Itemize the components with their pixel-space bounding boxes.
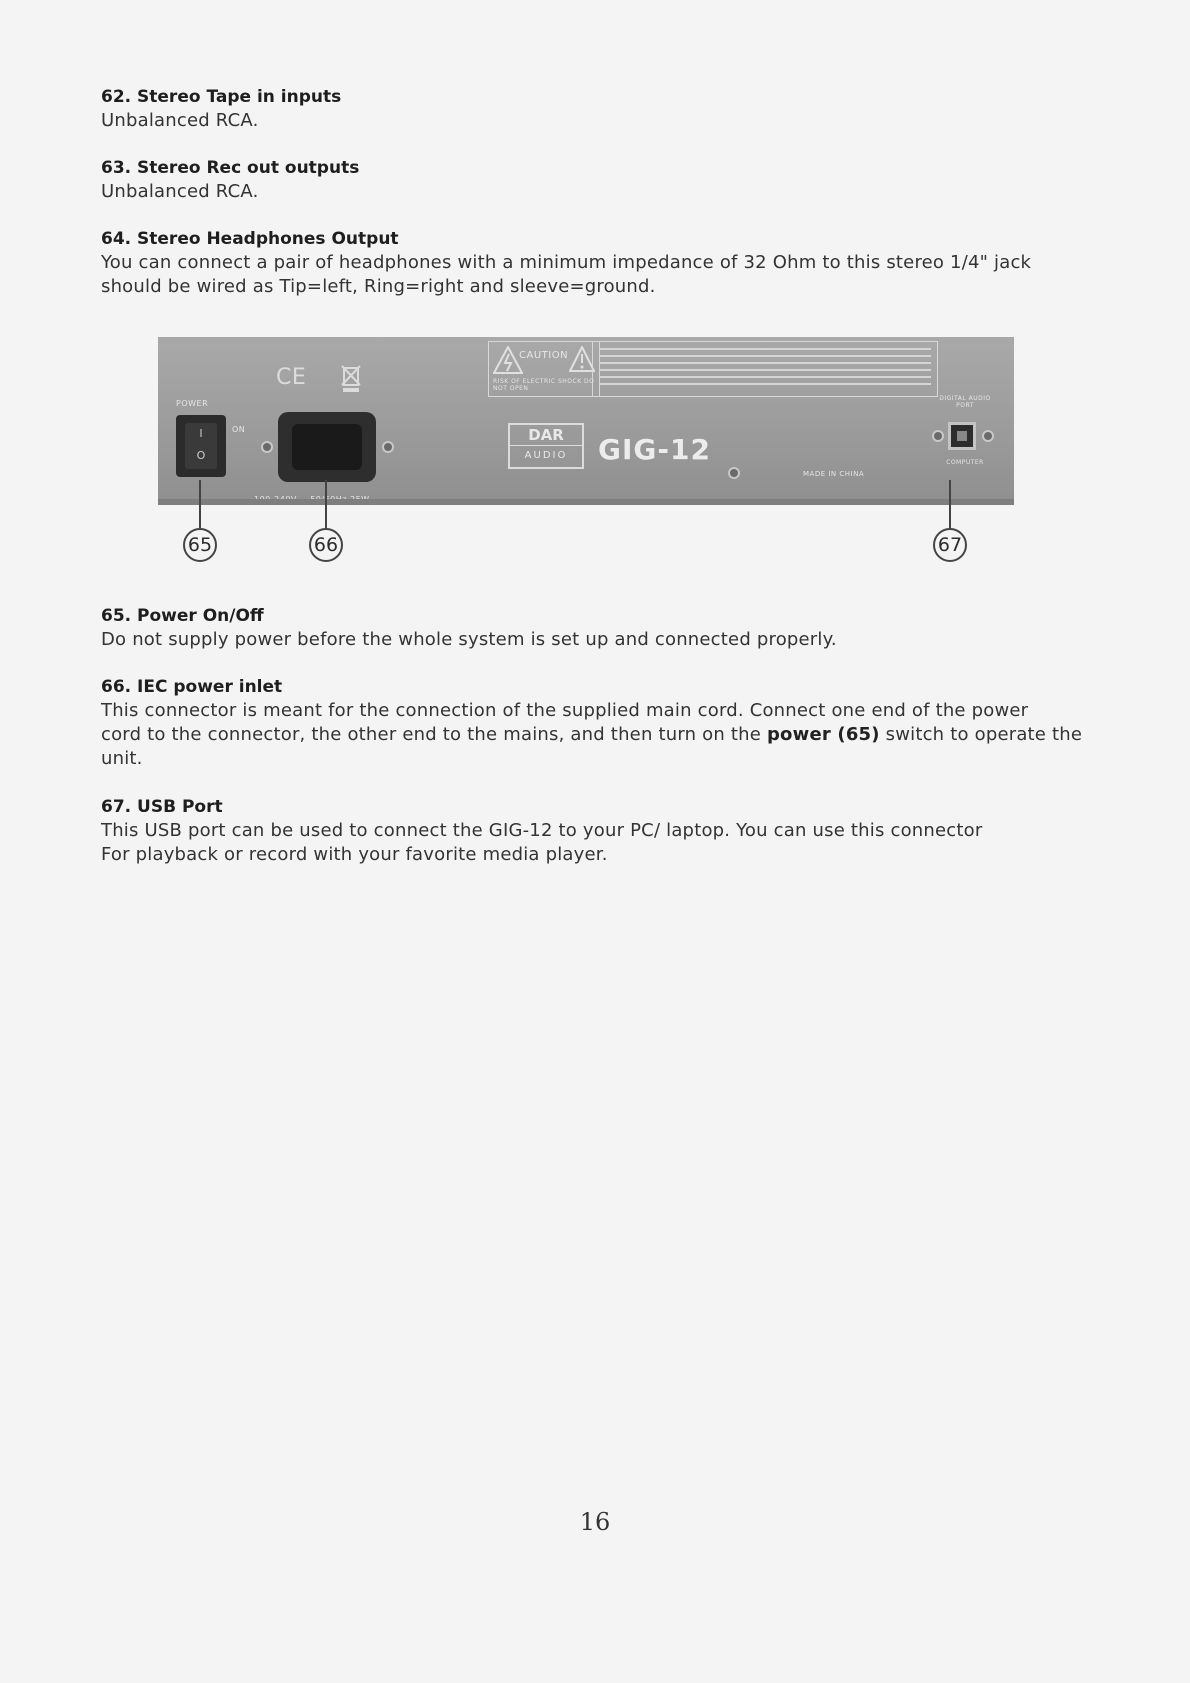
section-text: Unbalanced RCA. — [101, 181, 259, 202]
switch-off-symbol: O — [196, 449, 206, 462]
logo-bottom: AUDIO — [510, 445, 582, 466]
section-heading: 67. USB Port — [101, 797, 223, 817]
made-in-label: MADE IN CHINA — [803, 470, 865, 478]
screw — [982, 430, 994, 442]
computer-label: COMPUTER — [946, 459, 984, 466]
section-text-line: This USB port can be used to connect the GIG-12 to your PC/ laptop. You can use this connector — [101, 820, 983, 841]
callout-67: 67 — [933, 528, 967, 562]
section-text-line: unit. — [101, 748, 143, 769]
weee-bin-icon — [340, 363, 362, 393]
callout-line — [325, 480, 327, 530]
section-65 — [101, 604, 1101, 652]
screw — [728, 467, 740, 479]
section-heading: 66. IEC power inlet — [101, 677, 283, 697]
page-number: 16 — [579, 1508, 611, 1536]
section-62 — [101, 85, 1101, 133]
callout-line — [949, 480, 951, 530]
text-run: switch to operate the — [879, 724, 1083, 745]
usb-port — [948, 422, 976, 450]
screw — [382, 441, 394, 453]
section-text-line: You can connect a pair of headphones with a minimum impedance of 32 Ohm to this stereo 1/4" jack — [101, 252, 1032, 273]
model-name: GIG-12 — [598, 433, 711, 466]
iec-inlet — [278, 412, 376, 482]
section-text-line — [101, 723, 1101, 747]
power-label: POWER — [176, 399, 209, 408]
rear-panel-photo — [158, 337, 1014, 505]
screw — [932, 430, 944, 442]
warning-text-block — [592, 341, 938, 397]
section-heading: 63. Stereo Rec out outputs — [101, 158, 360, 178]
section-64 — [101, 227, 1101, 299]
section-63 — [101, 156, 1101, 204]
logo-top: DAR — [528, 426, 564, 444]
screw — [261, 441, 273, 453]
section-text-line: should be wired as Tip=left, Ring=right and sleeve=ground. — [101, 276, 656, 297]
callout-66: 66 — [309, 528, 343, 562]
switch-on-symbol: I — [199, 427, 203, 440]
power-switch — [176, 415, 226, 477]
usb-label: DIGITAL AUDIO PORT — [939, 395, 991, 409]
callout-65: 65 — [183, 528, 217, 562]
bold-ref: power (65) — [766, 724, 880, 745]
section-text-line: This connector is meant for the connection of the supplied main cord. Connect one end of the power — [101, 700, 1029, 721]
shock-warning-text: RISK OF ELECTRIC SHOCK DO NOT OPEN — [493, 378, 595, 392]
section-heading: 64. Stereo Headphones Output — [101, 229, 399, 249]
caution-label — [488, 341, 600, 397]
section-text: Do not supply power before the whole system is set up and connected properly. — [101, 629, 837, 650]
caution-text: CAUTION — [519, 350, 569, 361]
section-text: Unbalanced RCA. — [101, 110, 259, 131]
section-heading: 62. Stereo Tape in inputs — [101, 87, 342, 107]
dar-audio-logo — [508, 423, 584, 469]
section-66 — [101, 675, 1101, 771]
callout-line — [199, 480, 201, 530]
text-run: cord to the connector, the other end to the mains, and then turn on the — [101, 724, 767, 745]
section-67 — [101, 795, 1101, 867]
ce-mark: CE — [276, 365, 307, 390]
section-heading: 65. Power On/Off — [101, 606, 264, 626]
on-label: ON — [232, 425, 246, 434]
section-text-line: For playback or record with your favorite media player. — [101, 844, 608, 865]
